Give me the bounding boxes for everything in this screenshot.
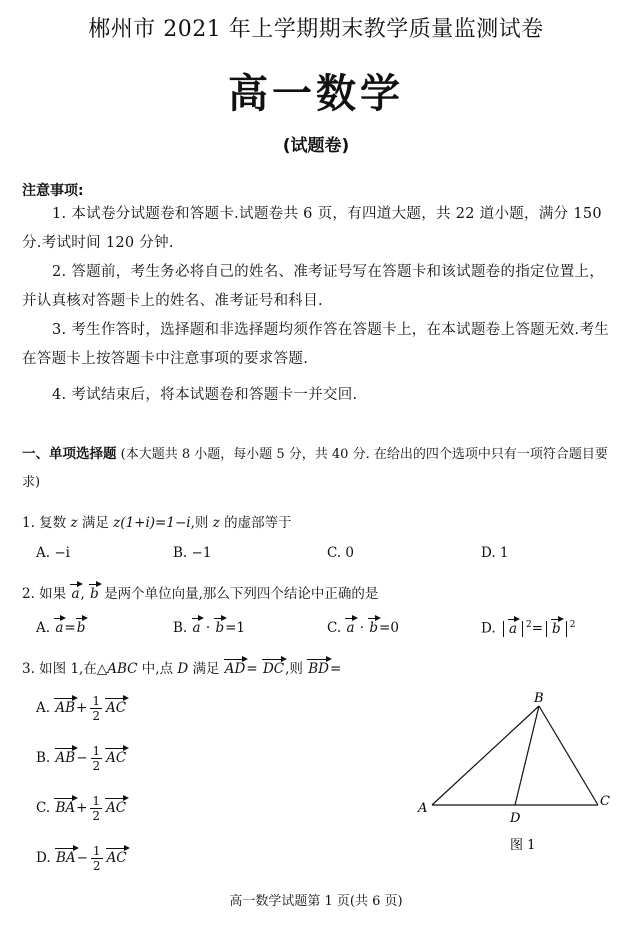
label-point-a: A bbox=[418, 801, 428, 816]
notice-item-4: 4. 考试结束后，将本试题卷和答题卡一并交回. bbox=[52, 387, 358, 403]
paper-type: (试题卷) bbox=[282, 136, 350, 156]
segment-ab bbox=[432, 706, 539, 805]
vector-a: a bbox=[71, 586, 80, 602]
notice-item-1: 1. 本试卷分试题卷和答题卡.试题卷共 6 页，有四道大题，共 22 道小题，满分 150 分.考试时间 120 分钟. bbox=[22, 206, 602, 251]
notice-item-3: 3. 考生作答时，选择题和非选择题均须作答在答题卡上，在本试题卷上答题无效.考生在答题卡上按答题卡中注意事项的要求答题. bbox=[22, 322, 610, 367]
segment-bc bbox=[539, 706, 598, 805]
notice-heading: 注意事项: bbox=[22, 183, 84, 199]
label-point-b: B bbox=[534, 691, 544, 706]
q3-option-a: A. AB+ $\frac{1}{2}$ AC bbox=[36, 694, 127, 723]
notice-item-2: 2. 答题前，考生务必将自己的姓名、准考证号写在答题卡和该试题卷的指定位置上，并认真核对答题卡上的姓名、准考证号和科目. bbox=[22, 264, 605, 309]
q3-option-d: D. BA− $\frac{1}{2}$ AC bbox=[36, 844, 127, 873]
question-1-stem: 1. 复数 z 满足 z(1+i)=1−i,则 z 的虚部等于 bbox=[22, 515, 292, 531]
q1-option-b: B. −1 bbox=[173, 545, 212, 561]
subject-title: 高一数学 bbox=[228, 71, 404, 117]
q3-option-b: B. AB− $\frac{1}{2}$ AC bbox=[36, 744, 127, 773]
label-point-c: C bbox=[600, 794, 610, 809]
q3-option-c: C. BA+ $\frac{1}{2}$ AC bbox=[36, 794, 127, 823]
question-3-stem: 3. 如图 1,在△ABC 中,点 D 满足 AD= DC,则 BD= bbox=[22, 661, 342, 677]
segment-bd bbox=[515, 706, 539, 805]
q2-option-a: A. a=b bbox=[36, 620, 86, 636]
triangle-figure bbox=[400, 688, 620, 863]
q1-option-a: A. −i bbox=[36, 545, 70, 561]
section-1-heading bbox=[22, 440, 614, 497]
q2-option-b: B. a · b=1 bbox=[173, 620, 246, 636]
page-footer: 高一数学试题第 1 页(共 6 页) bbox=[229, 894, 403, 909]
label-point-d: D bbox=[510, 811, 521, 826]
q2-option-d: D. a $^2$= b $^2$ bbox=[481, 620, 576, 637]
exam-title: 郴州市 2021 年上学期期末教学质量监测试卷 bbox=[88, 17, 544, 42]
vector-b: b bbox=[90, 586, 99, 602]
figure-caption: 图 1 bbox=[510, 838, 536, 853]
section-1-label: 一、单项选择题 bbox=[22, 446, 117, 462]
q1-option-d: D. 1 bbox=[481, 545, 509, 561]
q2-option-c: C. a · b=0 bbox=[327, 620, 399, 636]
q1-option-c: C. 0 bbox=[327, 545, 355, 561]
section-1-desc: (本大题共 8 小题，每小题 5 分，共 40 分. 在给出的四个选项中只有一项符合题目要求) bbox=[22, 447, 608, 490]
question-2-stem: 2. 如果 a, b 是两个单位向量,那么下列四个结论中正确的是 bbox=[22, 586, 379, 602]
